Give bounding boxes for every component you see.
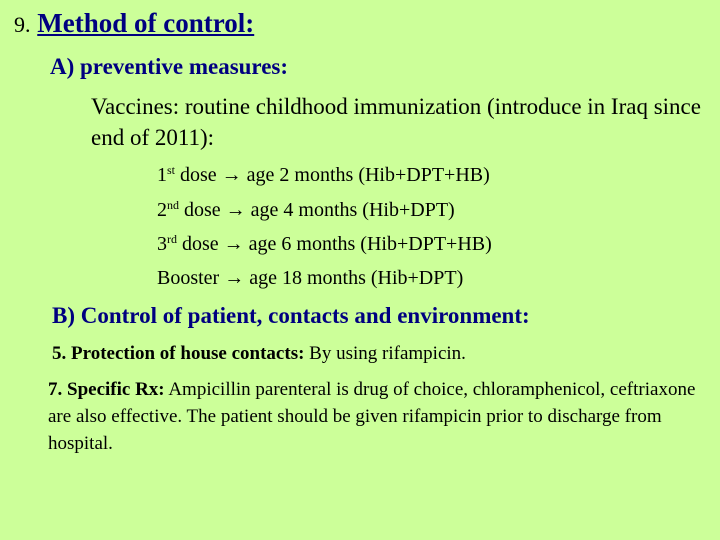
protection-label: 5. Protection of house contacts: xyxy=(52,343,305,364)
section-b-heading: B) Control of patient, contacts and environment: xyxy=(52,303,530,328)
rx-text: Ampicillin parenteral is drug of choice, chloramphenicol, ceftriaxone are also effective. The patient should be given rifampicin prior to discharge from hospital. xyxy=(48,379,696,454)
vaccines-paragraph: Vaccines: routine childhood immunization (introduce in Iraq since end of 2011): xyxy=(91,94,701,150)
dose-ordinal-suffix: nd xyxy=(167,198,179,212)
rx-label: 7. Specific Rx: xyxy=(48,379,165,400)
dose-line-2 xyxy=(157,199,455,222)
dose-detail: dose → age 4 months (Hib+DPT) xyxy=(179,199,455,221)
dose-ordinal-suffix: rd xyxy=(167,232,177,246)
dose-line-1 xyxy=(157,164,490,187)
slide-title xyxy=(14,8,254,39)
dose-detail: dose → age 6 months (Hib+DPT+HB) xyxy=(177,233,492,255)
dose-ordinal: 3 xyxy=(157,233,167,255)
booster-line xyxy=(157,267,463,290)
title-text: Method of control: xyxy=(37,8,255,38)
title-number: 9. xyxy=(14,12,31,37)
protection-text: By using rifampicin. xyxy=(304,343,466,364)
section-a-heading: A) preventive measures: xyxy=(50,54,289,79)
dose-detail: dose → age 2 months (Hib+DPT+HB) xyxy=(175,164,490,186)
dose-ordinal: 1 xyxy=(157,164,167,186)
booster-text: Booster → age 18 months (Hib+DPT) xyxy=(157,267,464,289)
dose-ordinal-suffix: st xyxy=(167,163,176,177)
dose-ordinal: 2 xyxy=(157,199,167,221)
dose-line-3 xyxy=(157,233,492,256)
specific-rx-paragraph xyxy=(48,376,708,457)
protection-line xyxy=(52,343,466,365)
